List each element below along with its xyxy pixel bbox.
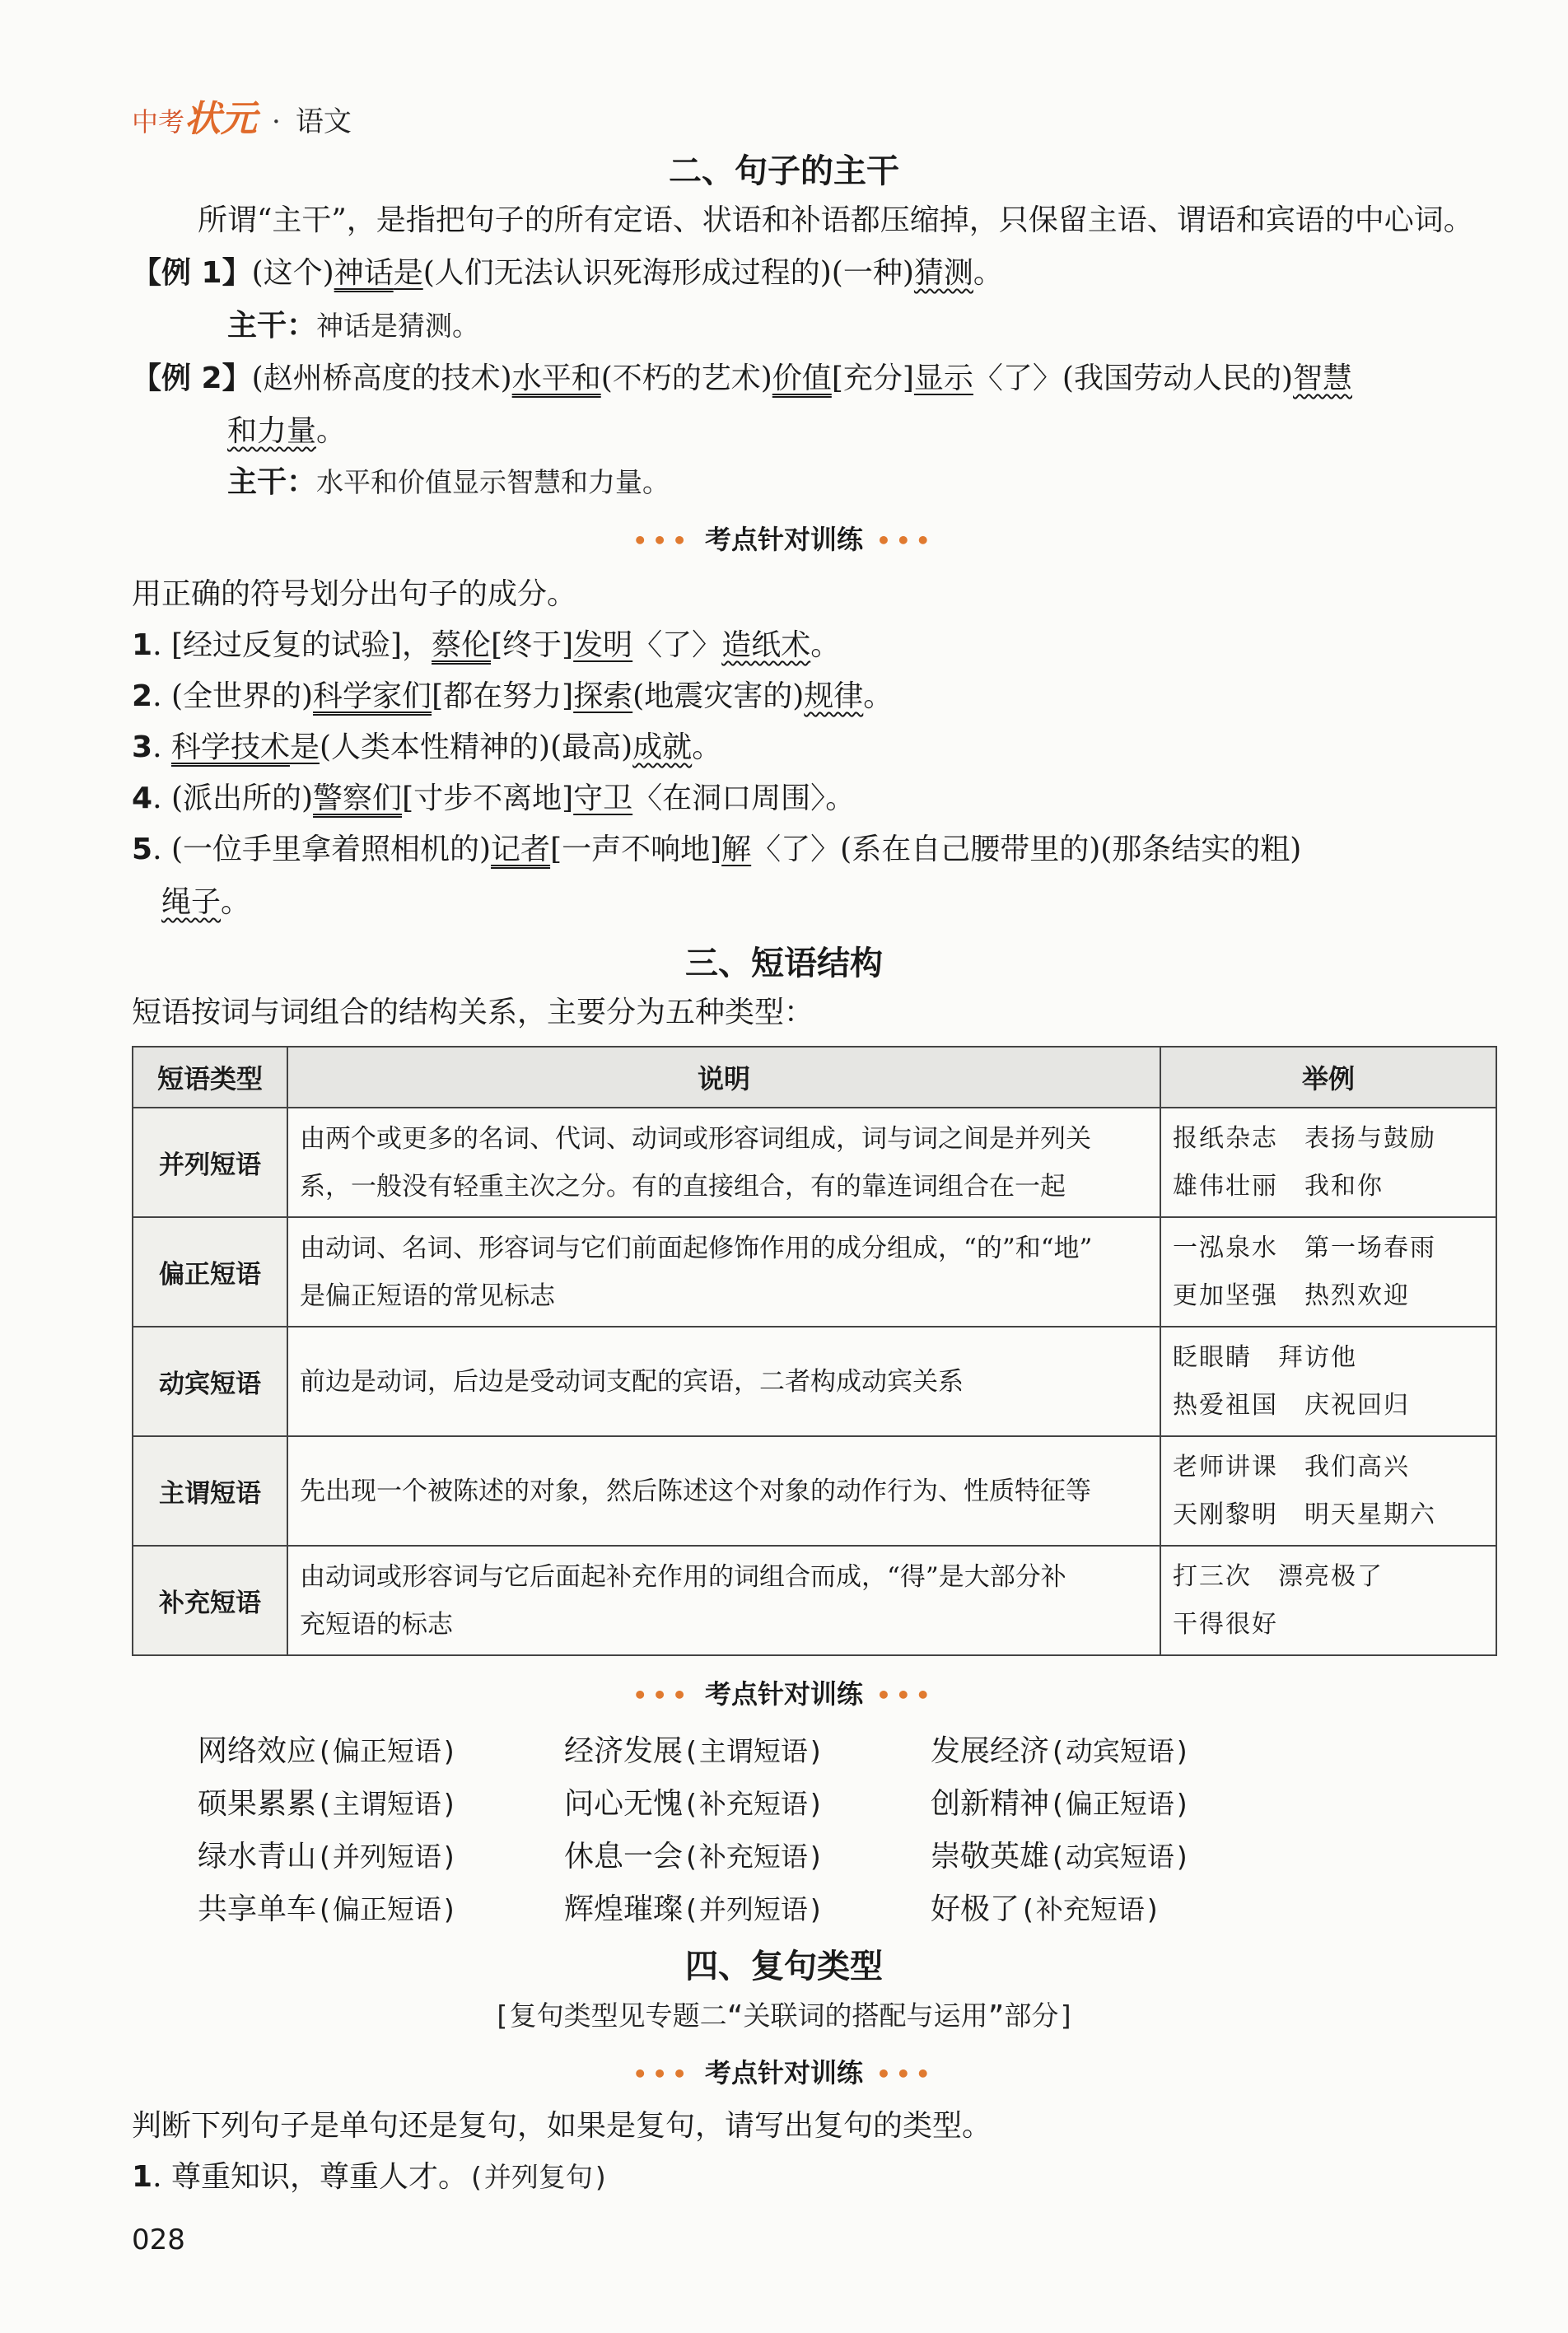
section4-item-1: 1. 尊重知识，尊重人才。(并列复句) xyxy=(132,2160,609,2194)
phrase-type: 补充短语 xyxy=(133,1546,287,1655)
list-item: 好极了(补充短语) xyxy=(931,1892,1161,1926)
list-item: 绿水青山(并列短语) xyxy=(198,1840,458,1873)
example1-stem: 主干：神话是猜测。 xyxy=(227,309,480,343)
running-header xyxy=(132,89,352,142)
section3-title: 三、短语结构 xyxy=(685,945,883,982)
brand-logo: 中考状元 xyxy=(132,98,258,140)
practice2-row-1 xyxy=(198,1728,1297,1770)
phrase-structure-table xyxy=(132,1046,1497,1656)
list-item: 休息一会(补充短语) xyxy=(564,1840,824,1873)
table-header-type: 短语类型 xyxy=(133,1047,287,1108)
list-item: 共享单车(偏正短语) xyxy=(198,1892,458,1926)
section2-intro: 所谓“主干”，是指把句子的所有定语、状语和补语都压缩掉，只保留主语、谓语和宾语的中心词。 xyxy=(198,203,1473,237)
list-item: 问心无愧(补充短语) xyxy=(564,1787,824,1821)
table-header-example: 举例 xyxy=(1160,1047,1496,1108)
practice1-item-1: 1. [经过反复的试验]，蔡伦[终于]发明〈了〉造纸术。 xyxy=(132,628,841,662)
phrase-type: 主谓短语 xyxy=(133,1436,287,1546)
phrase-examples: 报纸杂志 表扬与鼓励 雄伟壮丽 我和你 xyxy=(1160,1108,1496,1217)
practice1-prompt: 用正确的符号划分出句子的成分。 xyxy=(132,577,577,611)
table-row xyxy=(133,1327,1496,1436)
practice1-item-5-cont: 绳子。 xyxy=(161,885,251,919)
list-item: 经济发展(主谓短语) xyxy=(564,1734,824,1768)
phrase-type: 并列短语 xyxy=(133,1108,287,1217)
phrase-desc: 前边是动词，后边是受动词支配的宾语，二者构成动宾关系 xyxy=(287,1327,1160,1436)
phrase-desc: 先出现一个被陈述的对象，然后陈述这个对象的动作行为、性质特征等 xyxy=(287,1436,1160,1546)
practice1-item-5: 5. (一位手里拿着照相机的)记者[一声不响地]解〈了〉(系在自己腰带里的)(那条结实的粗) xyxy=(132,833,1302,866)
table-row xyxy=(133,1217,1496,1327)
section4-note: [复句类型见专题二“关联词的搭配与运用”部分] xyxy=(492,1999,1076,2032)
phrase-desc: 由动词或形容词与它后面起补充作用的词组合而成，“得”是大部分补 充短语的标志 xyxy=(287,1546,1160,1655)
table-row xyxy=(133,1436,1496,1546)
table-header-row xyxy=(133,1047,1496,1108)
practice1-item-4: 4. (派出所的)警察们[寸步不离地]守卫〈在洞口周围〉。 xyxy=(132,782,856,815)
practice-banner-2: ••• 考点针对训练 ••• xyxy=(632,1678,936,1710)
example2-sentence-line1: 【例 2】(赵州桥高度的技术)水平和(不朽的艺术)价值[充分]显示〈了〉(我国劳动人民的)智慧 xyxy=(132,362,1353,395)
list-item: 创新精神(偏正短语) xyxy=(931,1787,1191,1821)
section2-title: 二、句子的主干 xyxy=(669,152,899,190)
list-item: 发展经济(动宾短语) xyxy=(931,1734,1191,1768)
list-item: 崇敬英雄(动宾短语) xyxy=(931,1840,1191,1873)
practice1-item-2: 2. (全世界的)科学家们[都在努力]探索(地震灾害的)规律。 xyxy=(132,679,894,713)
practice2-row-3 xyxy=(198,1833,1297,1875)
phrase-examples: 打三次 漂亮极了 干得很好 xyxy=(1160,1546,1496,1655)
list-item: 硕果累累(主谓短语) xyxy=(198,1787,458,1821)
phrase-examples: 老师讲课 我们高兴 天刚黎明 明天星期六 xyxy=(1160,1436,1496,1546)
section4-title: 四、复句类型 xyxy=(685,1948,883,1985)
header-dot: · xyxy=(272,105,281,138)
phrase-type: 偏正短语 xyxy=(133,1217,287,1327)
table-row xyxy=(133,1108,1496,1217)
table-row xyxy=(133,1546,1496,1655)
practice-banner-1: ••• 考点针对训练 ••• xyxy=(632,524,936,555)
example2-stem: 主干：水平和价值显示智慧和力量。 xyxy=(227,465,670,499)
phrase-desc: 由动词、名词、形容词与它们前面起修饰作用的成分组成，“的”和“地” 是偏正短语的常见标志 xyxy=(287,1217,1160,1327)
example2-sentence-line2: 和力量。 xyxy=(227,414,347,448)
phrase-desc: 由两个或更多的名词、代词、动词或形容词组成，词与词之间是并列关 系，一般没有轻重主次之分。有的直接组合，有的靠连词组合在一起 xyxy=(287,1108,1160,1217)
header-subject: 语文 xyxy=(295,105,352,138)
page-number: 028 xyxy=(132,2223,185,2256)
list-item: 辉煌璀璨(并列短语) xyxy=(564,1892,824,1926)
phrase-type: 动宾短语 xyxy=(133,1327,287,1436)
practice-banner-3: ••• 考点针对训练 ••• xyxy=(632,2057,936,2088)
practice2-row-4 xyxy=(198,1886,1297,1928)
section3-intro: 短语按词与词组合的结构关系，主要分为五种类型： xyxy=(132,996,814,1029)
table-header-desc: 说明 xyxy=(287,1047,1160,1108)
phrase-examples: 一泓泉水 第一场春雨 更加坚强 热烈欢迎 xyxy=(1160,1217,1496,1327)
section4-prompt: 判断下列句子是单句还是复句，如果是复句，请写出复句的类型。 xyxy=(132,2109,992,2143)
example1-sentence: 【例 1】(这个)神话是(人们无法认识死海形成过程的)(一种)猜测。 xyxy=(132,256,1003,290)
phrase-examples: 眨眼睛 拜访他 热爱祖国 庆祝回归 xyxy=(1160,1327,1496,1436)
list-item: 网络效应(偏正短语) xyxy=(198,1734,458,1768)
practice2-row-2 xyxy=(198,1780,1297,1822)
practice1-item-3: 3. 科学技术是(人类本性精神的)(最高)成就。 xyxy=(132,730,722,764)
